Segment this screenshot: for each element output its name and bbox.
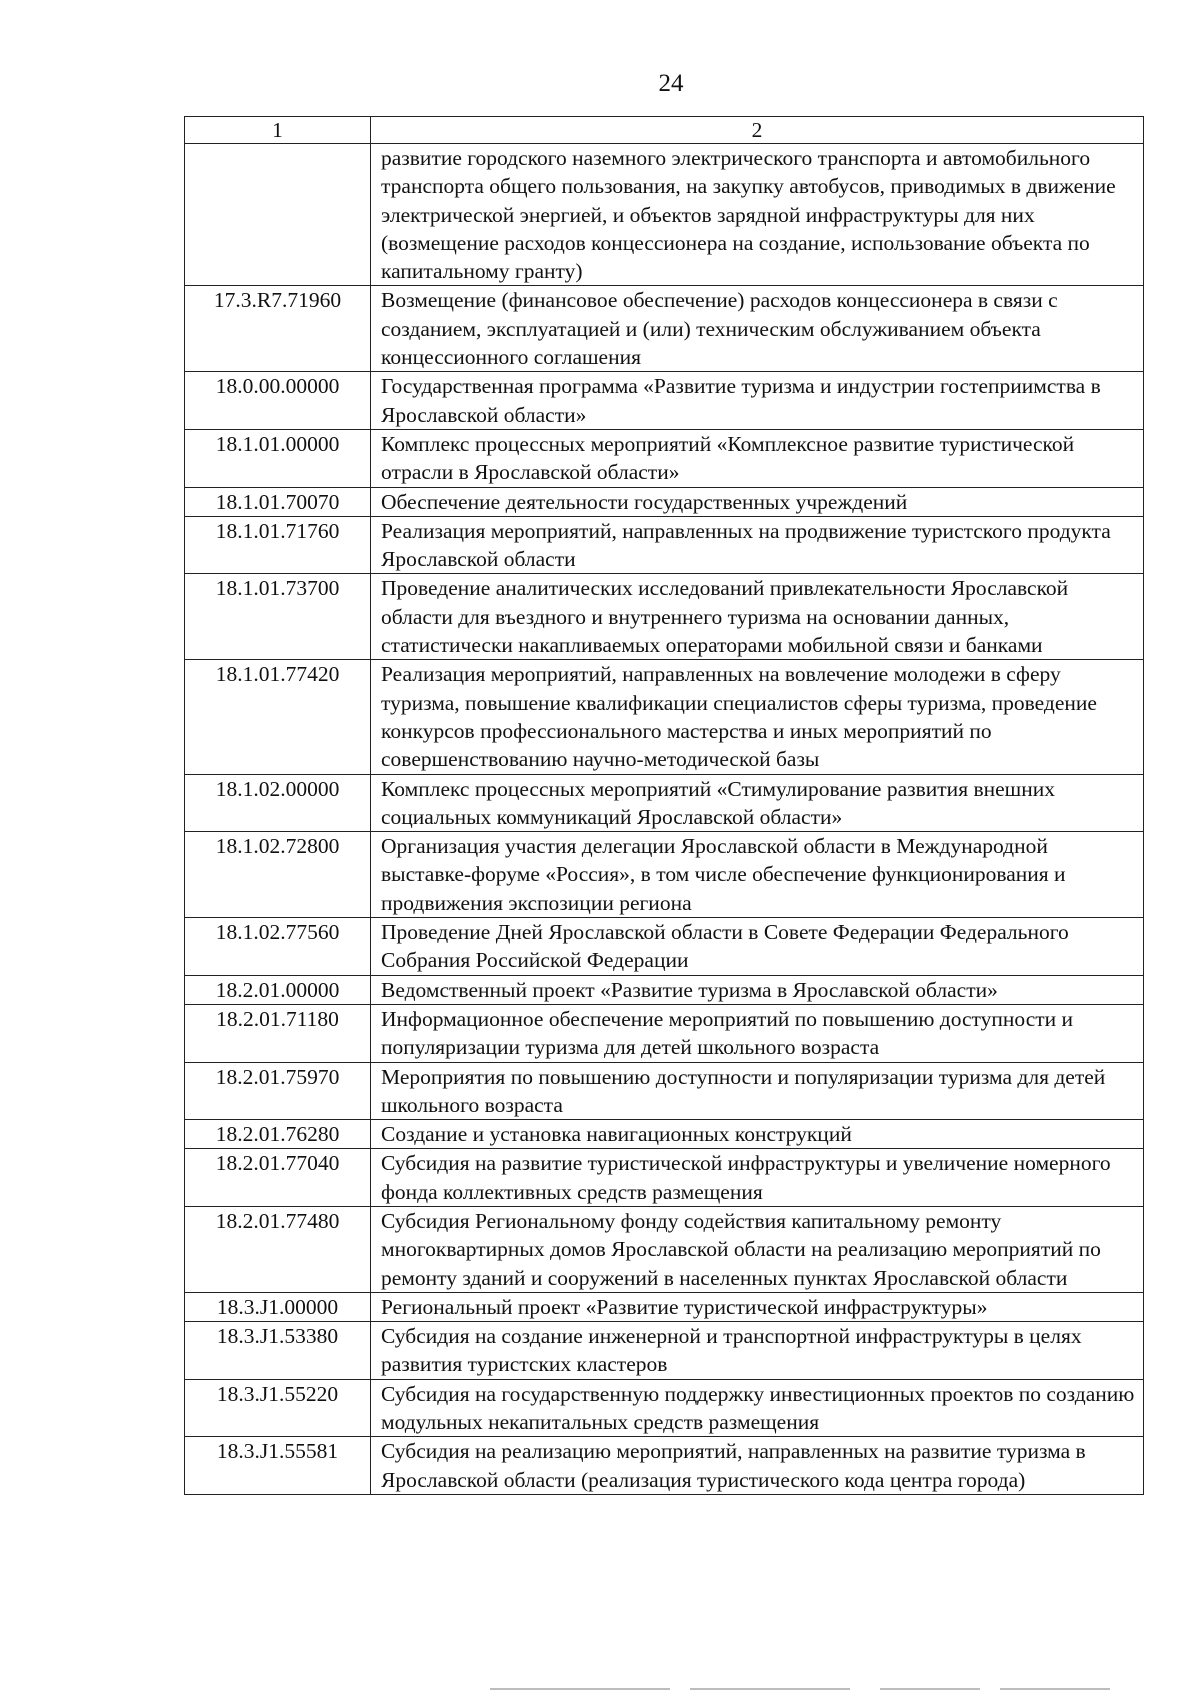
- row-description: Региональный проект «Развитие туристической инфраструктуры»: [371, 1292, 1144, 1321]
- table-header-row: [185, 117, 1144, 144]
- row-description: Комплекс процессных мероприятий «Комплексное развитие туристической отрасли в Ярославской области»: [371, 429, 1144, 487]
- column-header-2: 2: [371, 117, 1144, 144]
- table-row: [185, 144, 1144, 286]
- table-row: [185, 1149, 1144, 1207]
- table-row: [185, 516, 1144, 574]
- row-description: Информационное обеспечение мероприятий по повышению доступности и популяризации туризма для детей школьного возраста: [371, 1004, 1144, 1062]
- table-row: [185, 1004, 1144, 1062]
- row-code: 18.1.02.77560: [185, 918, 371, 976]
- table-body: [185, 144, 1144, 1495]
- row-code: 18.1.01.00000: [185, 429, 371, 487]
- row-code: 18.2.01.76280: [185, 1120, 371, 1149]
- row-description: Субсидия на создание инженерной и транспортной инфраструктуры в целях развития туристских кластеров: [371, 1322, 1144, 1380]
- row-description: Субсидия на развитие туристической инфраструктуры и увеличение номерного фонда коллективных средств размещения: [371, 1149, 1144, 1207]
- row-description: Обеспечение деятельности государственных учреждений: [371, 487, 1144, 516]
- table-row: [185, 1322, 1144, 1380]
- row-code: 18.2.01.77040: [185, 1149, 371, 1207]
- row-description: Проведение Дней Ярославской области в Совете Федерации Федерального Собрания Российской Федерации: [371, 918, 1144, 976]
- row-description: Возмещение (финансовое обеспечение) расходов концессионера в связи с созданием, эксплуатацией и (или) техническим обслуживанием объекта концессионного соглашения: [371, 286, 1144, 372]
- row-code: 18.2.01.75970: [185, 1062, 371, 1120]
- row-description: Субсидия Региональному фонду содействия капитальному ремонту многоквартирных домов Ярославской области на реализацию мероприятий по ремонту зданий и сооружений в населенных пунктах Ярославской области: [371, 1206, 1144, 1292]
- row-code: 18.1.01.77420: [185, 660, 371, 774]
- row-code: 18.2.01.71180: [185, 1004, 371, 1062]
- table-row: [185, 1206, 1144, 1292]
- row-description: Организация участия делегации Ярославской области в Международной выставке-форуме «Россия», в том числе обеспечение функционирования и продвижения экспозиции региона: [371, 832, 1144, 918]
- row-description: развитие городского наземного электрического транспорта и автомобильного транспорта общего пользования, на закупку автобусов, приводимых в движение электрической энергией, и объектов зарядной инфраструктуры для них (возмещение расходов концессионера на создание, использование объекта по капитальному гранту): [371, 144, 1144, 286]
- row-description: Создание и установка навигационных конструкций: [371, 1120, 1144, 1149]
- scan-artifact-line: [880, 1688, 980, 1690]
- scan-artifact-line: [490, 1688, 670, 1690]
- table-row: [185, 487, 1144, 516]
- table-row: [185, 574, 1144, 660]
- row-description: Комплекс процессных мероприятий «Стимулирование развития внешних социальных коммуникаций Ярославской области»: [371, 774, 1144, 832]
- row-description: Проведение аналитических исследований привлекательности Ярославской области для въездного и внутреннего туризма на основании данных, статистически накапливаемых операторами мобильной связи и банками: [371, 574, 1144, 660]
- table-row: [185, 1379, 1144, 1437]
- table-row: [185, 975, 1144, 1004]
- table-row: [185, 1437, 1144, 1495]
- row-code: 18.3.J1.55581: [185, 1437, 371, 1495]
- budget-code-table: [184, 116, 1144, 1495]
- row-code: 18.2.01.00000: [185, 975, 371, 1004]
- table-row: [185, 918, 1144, 976]
- page-number: 24: [658, 70, 684, 97]
- table-row: [185, 660, 1144, 774]
- row-code: 18.1.01.71760: [185, 516, 371, 574]
- row-code: [185, 144, 371, 286]
- table-row: [185, 1292, 1144, 1321]
- table-row: [185, 832, 1144, 918]
- row-code: 18.2.01.77480: [185, 1206, 371, 1292]
- row-code: 18.1.01.73700: [185, 574, 371, 660]
- scan-artifact-line: [1000, 1688, 1110, 1690]
- column-header-1: 1: [185, 117, 371, 144]
- row-description: Мероприятия по повышению доступности и популяризации туризма для детей школьного возраста: [371, 1062, 1144, 1120]
- table-row: [185, 774, 1144, 832]
- table-row: [185, 1120, 1144, 1149]
- row-description: Ведомственный проект «Развитие туризма в Ярославской области»: [371, 975, 1144, 1004]
- table-row: [185, 372, 1144, 430]
- table-row: [185, 286, 1144, 372]
- row-description: Реализация мероприятий, направленных на вовлечение молодежи в сферу туризма, повышение квалификации специалистов сферы туризма, проведение конкурсов профессионального мастерства и иных мероприятий по совершенствованию научно-методической базы: [371, 660, 1144, 774]
- row-code: 18.1.02.00000: [185, 774, 371, 832]
- row-description: Субсидия на реализацию мероприятий, направленных на развитие туризма в Ярославской области (реализация туристического кода центра города): [371, 1437, 1144, 1495]
- table-row: [185, 1062, 1144, 1120]
- row-code: 18.3.J1.55220: [185, 1379, 371, 1437]
- scan-artifact-line: [690, 1688, 850, 1690]
- row-code: 17.3.R7.71960: [185, 286, 371, 372]
- row-code: 18.1.01.70070: [185, 487, 371, 516]
- row-description: Реализация мероприятий, направленных на продвижение туристского продукта Ярославской области: [371, 516, 1144, 574]
- row-code: 18.0.00.00000: [185, 372, 371, 430]
- row-description: Субсидия на государственную поддержку инвестиционных проектов по созданию модульных некапитальных средств размещения: [371, 1379, 1144, 1437]
- table-row: [185, 429, 1144, 487]
- row-code: 18.3.J1.00000: [185, 1292, 371, 1321]
- row-code: 18.3.J1.53380: [185, 1322, 371, 1380]
- row-description: Государственная программа «Развитие туризма и индустрии гостеприимства в Ярославской области»: [371, 372, 1144, 430]
- row-code: 18.1.02.72800: [185, 832, 371, 918]
